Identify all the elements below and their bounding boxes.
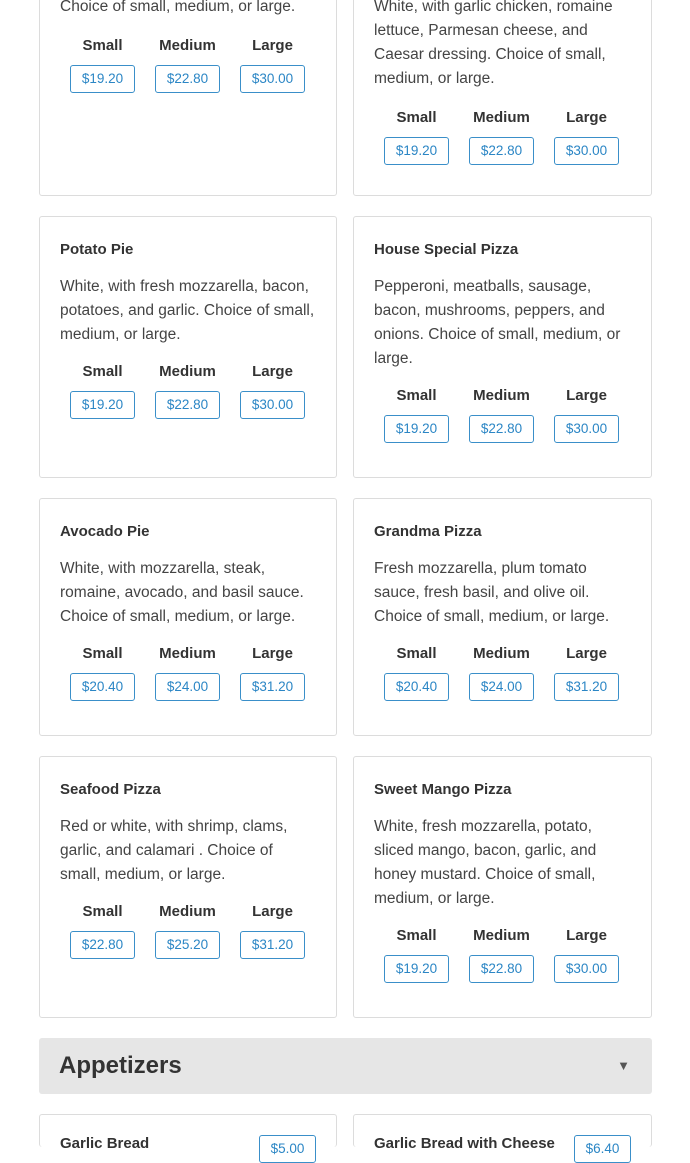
menu-item-card (353, 0, 652, 196)
size-options (70, 361, 305, 421)
size-options (384, 385, 619, 445)
price-button-large[interactable]: $30.00 (240, 391, 305, 419)
size-options (70, 643, 305, 703)
menu-item-card (39, 1114, 337, 1156)
size-label-small: Small (396, 927, 437, 944)
price-button-medium[interactable]: $22.80 (155, 391, 220, 419)
size-label-large: Large (566, 645, 607, 662)
price-button-large[interactable]: $30.00 (554, 415, 619, 443)
size-label-medium: Medium (473, 387, 530, 404)
size-label-large: Large (566, 387, 607, 404)
menu-item-card (39, 498, 337, 736)
item-title: House Special Pizza (374, 241, 519, 258)
menu-item-card (353, 498, 652, 736)
size-label-medium: Medium (473, 109, 530, 126)
price-button-medium[interactable]: $25.20 (155, 931, 220, 959)
size-label-large: Large (252, 363, 293, 380)
menu-item-card (353, 756, 652, 1018)
item-title: Garlic Bread (60, 1135, 150, 1152)
size-label-large: Large (566, 109, 607, 126)
price-button-large[interactable]: $30.00 (240, 65, 305, 93)
item-description: White, with garlic chicken, romaine lettuce, Parmesan cheese, and Caesar dressing. Choice of small, medium, or large. (374, 0, 613, 87)
price-button-medium[interactable]: $22.80 (469, 415, 534, 443)
item-title: Grandma Pizza (374, 523, 482, 540)
size-label-small: Small (82, 645, 123, 662)
menu-item-card (353, 1114, 652, 1156)
price-button-medium[interactable]: $22.80 (469, 955, 534, 983)
size-label-small: Small (396, 109, 437, 126)
size-options (70, 901, 305, 961)
size-options (384, 925, 619, 985)
size-label-medium: Medium (159, 645, 216, 662)
item-title: Sweet Mango Pizza (374, 781, 512, 798)
price-button-large[interactable]: $30.00 (554, 955, 619, 983)
item-description: White, with mozzarella, steak, romaine, avocado, and basil sauce. Choice of small, medium, or large. (60, 560, 304, 625)
price-button-small[interactable]: $20.40 (384, 673, 449, 701)
item-description: Fresh mozzarella, plum tomato sauce, fresh basil, and olive oil. Choice of small, medium, or large. (374, 560, 610, 625)
size-label-large: Large (566, 927, 607, 944)
price-button-medium[interactable]: $22.80 (469, 137, 534, 165)
price-button-small[interactable]: $22.80 (70, 931, 135, 959)
price-button-small[interactable]: $19.20 (384, 137, 449, 165)
price-button-large[interactable]: $30.00 (554, 137, 619, 165)
item-title: Avocado Pie (60, 523, 150, 540)
size-label-medium: Medium (473, 927, 530, 944)
price-button-large[interactable]: $31.20 (554, 673, 619, 701)
price-button-medium[interactable]: $24.00 (155, 673, 220, 701)
item-title: Garlic Bread with Cheese (374, 1135, 555, 1152)
size-label-large: Large (252, 37, 293, 54)
price-button-medium[interactable]: $24.00 (469, 673, 534, 701)
menu-item-card (39, 756, 337, 1018)
price-button[interactable]: $6.40 (574, 1135, 631, 1163)
price-button-small[interactable]: $19.20 (384, 955, 449, 983)
item-description: Red or white, with shrimp, clams, garlic, and calamari . Choice of small, medium, or large. (60, 818, 288, 883)
size-options (384, 643, 619, 703)
price-button-small[interactable]: $19.20 (70, 391, 135, 419)
price-button-medium[interactable]: $22.80 (155, 65, 220, 93)
price-button-small[interactable]: $19.20 (70, 65, 135, 93)
item-description: Choice of small, medium, or large. (60, 0, 296, 15)
item-description: White, with fresh mozzarella, bacon, potatoes, and garlic. Choice of small, medium, or large. (60, 278, 315, 343)
price-button-small[interactable]: $19.20 (384, 415, 449, 443)
size-label-small: Small (82, 903, 123, 920)
appetizers-section-header[interactable] (39, 1038, 652, 1094)
price-button-small[interactable]: $20.40 (70, 673, 135, 701)
size-label-medium: Medium (473, 645, 530, 662)
size-label-small: Small (396, 645, 437, 662)
price-button-large[interactable]: $31.20 (240, 931, 305, 959)
size-label-medium: Medium (159, 37, 216, 54)
item-description: Pepperoni, meatballs, sausage, bacon, mushrooms, peppers, and onions. Choice of small, medium, or large. (374, 278, 621, 367)
size-label-medium: Medium (159, 363, 216, 380)
size-label-small: Small (82, 363, 123, 380)
price-button-large[interactable]: $31.20 (240, 673, 305, 701)
menu-item-card (39, 216, 337, 478)
size-label-small: Small (396, 387, 437, 404)
size-label-large: Large (252, 645, 293, 662)
item-title: Seafood Pizza (60, 781, 161, 798)
size-label-medium: Medium (159, 903, 216, 920)
size-options (70, 35, 305, 95)
size-options (384, 107, 619, 167)
size-label-small: Small (82, 37, 123, 54)
size-label-large: Large (252, 903, 293, 920)
menu-item-card (353, 216, 652, 478)
price-button[interactable]: $5.00 (259, 1135, 316, 1163)
caret-down-icon[interactable]: ▼ (617, 1058, 630, 1073)
menu-item-card (39, 0, 337, 196)
section-title: Appetizers (59, 1052, 182, 1079)
item-title: Potato Pie (60, 241, 134, 258)
item-description: White, fresh mozzarella, potato, sliced mango, bacon, garlic, and honey mustard. Choice of small, medium, or large. (374, 818, 597, 907)
